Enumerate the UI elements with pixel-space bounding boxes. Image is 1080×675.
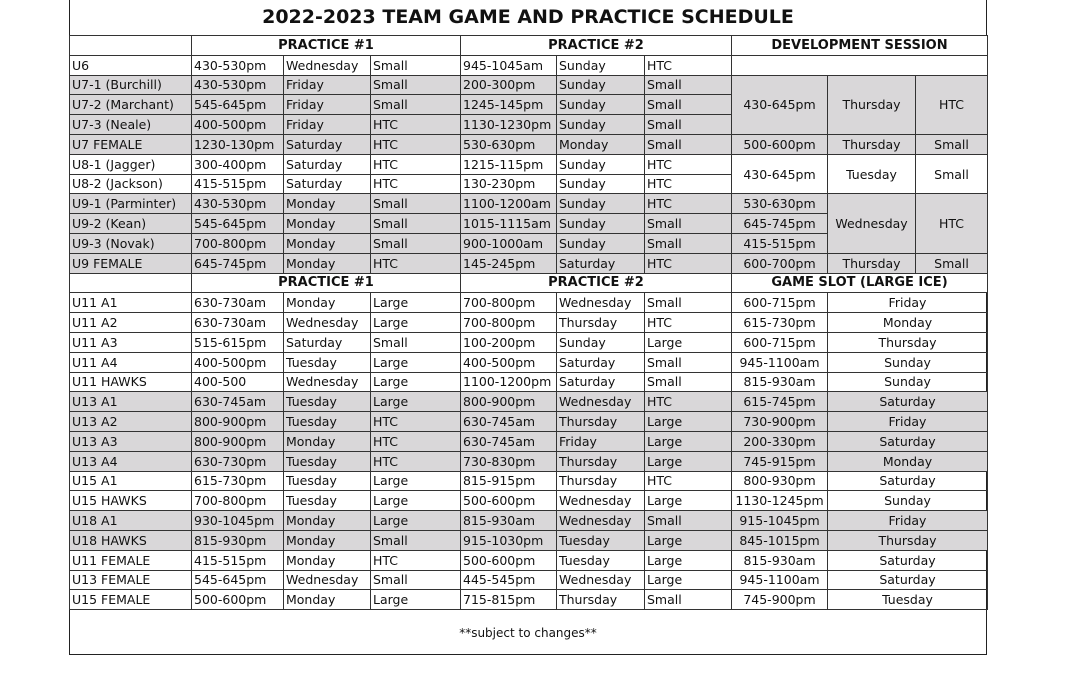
team-name: U9-2 (Kean)	[70, 214, 192, 234]
practice2-rink: Small	[645, 115, 732, 135]
practice1-rink: HTC	[371, 253, 461, 273]
practice2-time: 1015-1115am	[461, 214, 557, 234]
practice1-day: Monday	[284, 511, 371, 531]
game-time: 815-930am	[732, 372, 828, 392]
practice1-time: 300-400pm	[192, 154, 284, 174]
practice1-day: Monday	[284, 550, 371, 570]
game-time: 600-715pm	[732, 293, 828, 313]
practice1-day: Saturday	[284, 154, 371, 174]
practice1-rink: Large	[371, 372, 461, 392]
practice2-day: Sunday	[557, 174, 645, 194]
practice2-rink: Large	[645, 332, 732, 352]
practice2-time: 700-800pm	[461, 313, 557, 333]
practice1-day: Monday	[284, 253, 371, 273]
practice2-rink: Large	[645, 570, 732, 590]
practice1-day: Wednesday	[284, 372, 371, 392]
dev-day: Tuesday	[828, 154, 916, 194]
practice2-rink: HTC	[645, 392, 732, 412]
team-name: U18 A1	[70, 511, 192, 531]
dev-day: Thursday	[828, 134, 916, 154]
practice2-rink: Small	[645, 372, 732, 392]
practice1-day: Monday	[284, 233, 371, 253]
table-row	[70, 590, 988, 610]
practice2-rink: Small	[645, 293, 732, 313]
practice1-time: 430-530pm	[192, 194, 284, 214]
practice2-time: 530-630pm	[461, 134, 557, 154]
practice2-day: Saturday	[557, 352, 645, 372]
practice2-time: 1245-145pm	[461, 95, 557, 115]
practice2-time: 500-600pm	[461, 550, 557, 570]
practice1-day: Friday	[284, 75, 371, 95]
practice2-time: 200-300pm	[461, 75, 557, 95]
game-day: Friday	[828, 511, 988, 531]
practice2-day: Sunday	[557, 95, 645, 115]
practice2-day: Sunday	[557, 75, 645, 95]
game-day: Saturday	[828, 550, 988, 570]
game-time: 745-915pm	[732, 451, 828, 471]
table-row	[70, 253, 988, 273]
practice2-rink: Large	[645, 451, 732, 471]
dev-rink: HTC	[916, 194, 988, 253]
game-time: 800-930pm	[732, 471, 828, 491]
practice2-time: 400-500pm	[461, 352, 557, 372]
game-time: 615-730pm	[732, 313, 828, 333]
game-day: Thursday	[828, 332, 988, 352]
practice1-day: Saturday	[284, 174, 371, 194]
table-row	[70, 550, 988, 570]
practice1-time: 645-745pm	[192, 253, 284, 273]
team-name: U13 A1	[70, 392, 192, 412]
table-row	[70, 530, 988, 550]
table-row	[70, 154, 988, 174]
practice1-day: Friday	[284, 115, 371, 135]
table-row	[70, 570, 988, 590]
practice1-rink: Small	[371, 570, 461, 590]
game-day: Sunday	[828, 491, 988, 511]
game-day: Friday	[828, 412, 988, 432]
practice1-time: 430-530pm	[192, 75, 284, 95]
practice2-rink: HTC	[645, 55, 732, 75]
team-name: U7-1 (Burchill)	[70, 75, 192, 95]
practice2-day: Thursday	[557, 451, 645, 471]
practice1-time: 800-900pm	[192, 431, 284, 451]
game-time: 615-745pm	[732, 392, 828, 412]
practice2-time: 945-1045am	[461, 55, 557, 75]
team-name: U11 A3	[70, 332, 192, 352]
game-time: 730-900pm	[732, 412, 828, 432]
practice1-rink: HTC	[371, 174, 461, 194]
team-name: U13 A4	[70, 451, 192, 471]
practice2-time: 800-900pm	[461, 392, 557, 412]
practice2-rink: Large	[645, 550, 732, 570]
practice1-day: Saturday	[284, 134, 371, 154]
team-name: U11 A1	[70, 293, 192, 313]
table-row	[70, 293, 988, 313]
dev-time: 430-645pm	[732, 154, 828, 194]
table-row	[70, 352, 988, 372]
team-name: U9-1 (Parminter)	[70, 194, 192, 214]
practice2-day: Sunday	[557, 154, 645, 174]
game-day: Friday	[828, 293, 988, 313]
dev-rink: Small	[916, 253, 988, 273]
practice1-day: Wednesday	[284, 313, 371, 333]
practice2-day: Saturday	[557, 253, 645, 273]
practice2-rink: HTC	[645, 154, 732, 174]
practice2-rink: Small	[645, 214, 732, 234]
practice2-rink: Small	[645, 352, 732, 372]
practice1-rink: HTC	[371, 550, 461, 570]
team-name: U7-2 (Marchant)	[70, 95, 192, 115]
practice1-time: 800-900pm	[192, 412, 284, 432]
team-name: U9-3 (Novak)	[70, 233, 192, 253]
practice1-rink: HTC	[371, 451, 461, 471]
practice2-day: Thursday	[557, 590, 645, 610]
practice2-day: Saturday	[557, 372, 645, 392]
practice2-day: Friday	[557, 431, 645, 451]
practice2-day: Sunday	[557, 233, 645, 253]
practice1-time: 630-730am	[192, 293, 284, 313]
footer-note: **subject to changes**	[459, 626, 597, 640]
header-practice-1: PRACTICE #1	[192, 273, 461, 293]
practice2-time: 915-1030pm	[461, 530, 557, 550]
practice2-rink: HTC	[645, 253, 732, 273]
header-blank	[70, 273, 192, 293]
game-time: 745-900pm	[732, 590, 828, 610]
dev-rink: Small	[916, 134, 988, 154]
team-name: U7-3 (Neale)	[70, 115, 192, 135]
team-name: U11 A2	[70, 313, 192, 333]
header-practice-1: PRACTICE #1	[192, 36, 461, 56]
practice2-day: Sunday	[557, 332, 645, 352]
practice1-time: 630-730pm	[192, 451, 284, 471]
practice2-time: 445-545pm	[461, 570, 557, 590]
table-row	[70, 134, 988, 154]
dev-session-blank	[732, 55, 988, 75]
dev-time: 600-700pm	[732, 253, 828, 273]
game-time: 600-715pm	[732, 332, 828, 352]
practice2-day: Wednesday	[557, 511, 645, 531]
game-day: Sunday	[828, 352, 988, 372]
practice2-time: 630-745am	[461, 412, 557, 432]
practice2-day: Sunday	[557, 115, 645, 135]
practice1-time: 545-645pm	[192, 95, 284, 115]
practice1-day: Tuesday	[284, 491, 371, 511]
team-name: U13 FEMALE	[70, 570, 192, 590]
header-game-slot: GAME SLOT (LARGE ICE)	[732, 273, 988, 293]
section2-header-row	[70, 273, 988, 293]
table-row	[70, 511, 988, 531]
practice1-time: 930-1045pm	[192, 511, 284, 531]
team-name: U11 HAWKS	[70, 372, 192, 392]
team-name: U15 HAWKS	[70, 491, 192, 511]
practice1-time: 500-600pm	[192, 590, 284, 610]
game-day: Saturday	[828, 570, 988, 590]
practice2-day: Sunday	[557, 194, 645, 214]
practice2-rink: Small	[645, 590, 732, 610]
game-day: Saturday	[828, 471, 988, 491]
schedule-table	[69, 35, 988, 610]
practice2-time: 1215-115pm	[461, 154, 557, 174]
practice2-time: 1100-1200pm	[461, 372, 557, 392]
practice1-rink: Large	[371, 313, 461, 333]
schedule-sheet	[69, 0, 987, 655]
game-day: Thursday	[828, 530, 988, 550]
practice1-time: 615-730pm	[192, 471, 284, 491]
practice1-time: 400-500pm	[192, 352, 284, 372]
table-row	[70, 332, 988, 352]
practice1-rink: Small	[371, 332, 461, 352]
game-day: Monday	[828, 451, 988, 471]
practice2-rink: Small	[645, 75, 732, 95]
team-name: U8-2 (Jackson)	[70, 174, 192, 194]
dev-day: Wednesday	[828, 194, 916, 253]
practice2-time: 1130-1230pm	[461, 115, 557, 135]
game-time: 1130-1245pm	[732, 491, 828, 511]
game-time: 845-1015pm	[732, 530, 828, 550]
dev-day: Thursday	[828, 253, 916, 273]
practice1-rink: Large	[371, 491, 461, 511]
practice1-day: Monday	[284, 431, 371, 451]
practice1-rink: Large	[371, 293, 461, 313]
practice2-time: 715-815pm	[461, 590, 557, 610]
practice2-time: 815-915pm	[461, 471, 557, 491]
table-row	[70, 412, 988, 432]
practice2-rink: Large	[645, 412, 732, 432]
practice1-rink: Small	[371, 55, 461, 75]
team-name: U9 FEMALE	[70, 253, 192, 273]
table-row	[70, 372, 988, 392]
team-name: U13 A2	[70, 412, 192, 432]
practice1-day: Monday	[284, 194, 371, 214]
practice1-day: Monday	[284, 530, 371, 550]
table-row	[70, 491, 988, 511]
practice1-day: Monday	[284, 590, 371, 610]
practice2-day: Tuesday	[557, 530, 645, 550]
game-time: 945-1100am	[732, 352, 828, 372]
practice1-time: 815-930pm	[192, 530, 284, 550]
practice2-rink: HTC	[645, 313, 732, 333]
practice1-time: 400-500pm	[192, 115, 284, 135]
practice2-day: Tuesday	[557, 550, 645, 570]
game-day: Saturday	[828, 431, 988, 451]
practice1-rink: HTC	[371, 431, 461, 451]
practice2-time: 730-830pm	[461, 451, 557, 471]
practice1-rink: Large	[371, 590, 461, 610]
practice1-time: 630-745am	[192, 392, 284, 412]
table-row	[70, 313, 988, 333]
practice2-time: 130-230pm	[461, 174, 557, 194]
dev-time: 430-645pm	[732, 75, 828, 134]
dev-time: 530-630pm	[732, 194, 828, 214]
practice1-time: 545-645pm	[192, 570, 284, 590]
header-practice-2: PRACTICE #2	[461, 36, 732, 56]
dev-day: Thursday	[828, 75, 916, 134]
practice2-day: Monday	[557, 134, 645, 154]
practice2-time: 100-200pm	[461, 332, 557, 352]
game-time: 815-930am	[732, 550, 828, 570]
table-row	[70, 75, 988, 95]
practice2-rink: Small	[645, 95, 732, 115]
practice2-rink: HTC	[645, 194, 732, 214]
team-name: U15 FEMALE	[70, 590, 192, 610]
practice1-time: 1230-130pm	[192, 134, 284, 154]
practice1-time: 430-530pm	[192, 55, 284, 75]
practice1-day: Saturday	[284, 332, 371, 352]
practice2-time: 700-800pm	[461, 293, 557, 313]
practice2-rink: Small	[645, 233, 732, 253]
practice1-rink: Small	[371, 530, 461, 550]
team-name: U7 FEMALE	[70, 134, 192, 154]
team-name: U11 A4	[70, 352, 192, 372]
dev-rink: Small	[916, 154, 988, 194]
practice1-time: 400-500	[192, 372, 284, 392]
practice1-time: 415-515pm	[192, 174, 284, 194]
practice1-rink: Small	[371, 194, 461, 214]
practice2-rink: HTC	[645, 471, 732, 491]
practice1-rink: HTC	[371, 134, 461, 154]
practice1-rink: Small	[371, 233, 461, 253]
game-time: 200-330pm	[732, 431, 828, 451]
practice2-day: Wednesday	[557, 293, 645, 313]
practice1-time: 630-730am	[192, 313, 284, 333]
team-name: U15 A1	[70, 471, 192, 491]
table-row	[70, 55, 988, 75]
team-name: U8-1 (Jagger)	[70, 154, 192, 174]
section1-header-row	[70, 36, 988, 56]
practice2-rink: Small	[645, 134, 732, 154]
practice2-day: Sunday	[557, 55, 645, 75]
dev-time: 500-600pm	[732, 134, 828, 154]
practice1-day: Tuesday	[284, 352, 371, 372]
practice2-day: Wednesday	[557, 392, 645, 412]
practice2-rink: Large	[645, 530, 732, 550]
table-row	[70, 194, 988, 214]
game-day: Saturday	[828, 392, 988, 412]
practice1-rink: Small	[371, 95, 461, 115]
practice1-rink: HTC	[371, 115, 461, 135]
team-name: U18 HAWKS	[70, 530, 192, 550]
table-row	[70, 471, 988, 491]
practice1-day: Wednesday	[284, 55, 371, 75]
dev-time: 415-515pm	[732, 233, 828, 253]
practice1-day: Tuesday	[284, 451, 371, 471]
practice1-rink: Large	[371, 352, 461, 372]
practice2-time: 1100-1200am	[461, 194, 557, 214]
team-name: U11 FEMALE	[70, 550, 192, 570]
practice1-day: Tuesday	[284, 471, 371, 491]
table-row	[70, 431, 988, 451]
practice1-rink: Large	[371, 392, 461, 412]
practice2-day: Thursday	[557, 471, 645, 491]
game-time: 915-1045pm	[732, 511, 828, 531]
practice1-day: Monday	[284, 293, 371, 313]
practice2-day: Sunday	[557, 214, 645, 234]
practice2-rink: Large	[645, 431, 732, 451]
game-day: Sunday	[828, 372, 988, 392]
practice1-rink: Small	[371, 75, 461, 95]
page-title: 2022-2023 TEAM GAME AND PRACTICE SCHEDULE	[70, 0, 986, 36]
practice1-rink: Small	[371, 214, 461, 234]
practice1-time: 515-615pm	[192, 332, 284, 352]
practice2-rink: Small	[645, 511, 732, 531]
game-day: Tuesday	[828, 590, 988, 610]
practice2-time: 815-930am	[461, 511, 557, 531]
dev-rink: HTC	[916, 75, 988, 134]
practice1-time: 700-800pm	[192, 491, 284, 511]
practice2-day: Wednesday	[557, 570, 645, 590]
table-row	[70, 392, 988, 412]
header-development-session: DEVELOPMENT SESSION	[732, 36, 988, 56]
dev-time: 645-745pm	[732, 214, 828, 234]
practice1-time: 415-515pm	[192, 550, 284, 570]
header-practice-2: PRACTICE #2	[461, 273, 732, 293]
practice1-time: 700-800pm	[192, 233, 284, 253]
practice2-day: Thursday	[557, 412, 645, 432]
table-row	[70, 451, 988, 471]
practice2-time: 900-1000am	[461, 233, 557, 253]
practice1-rink: HTC	[371, 154, 461, 174]
practice2-time: 630-745am	[461, 431, 557, 451]
practice2-rink: HTC	[645, 174, 732, 194]
practice1-time: 545-645pm	[192, 214, 284, 234]
practice2-day: Thursday	[557, 313, 645, 333]
practice2-time: 500-600pm	[461, 491, 557, 511]
team-name: U13 A3	[70, 431, 192, 451]
practice1-day: Tuesday	[284, 412, 371, 432]
practice1-day: Wednesday	[284, 570, 371, 590]
practice1-day: Tuesday	[284, 392, 371, 412]
practice1-rink: Large	[371, 471, 461, 491]
practice2-time: 145-245pm	[461, 253, 557, 273]
practice2-day: Wednesday	[557, 491, 645, 511]
practice2-rink: Large	[645, 491, 732, 511]
practice1-day: Friday	[284, 95, 371, 115]
team-name: U6	[70, 55, 192, 75]
practice1-rink: Large	[371, 511, 461, 531]
practice1-day: Monday	[284, 214, 371, 234]
game-time: 945-1100am	[732, 570, 828, 590]
practice1-rink: HTC	[371, 412, 461, 432]
game-day: Monday	[828, 313, 988, 333]
header-blank	[70, 36, 192, 56]
